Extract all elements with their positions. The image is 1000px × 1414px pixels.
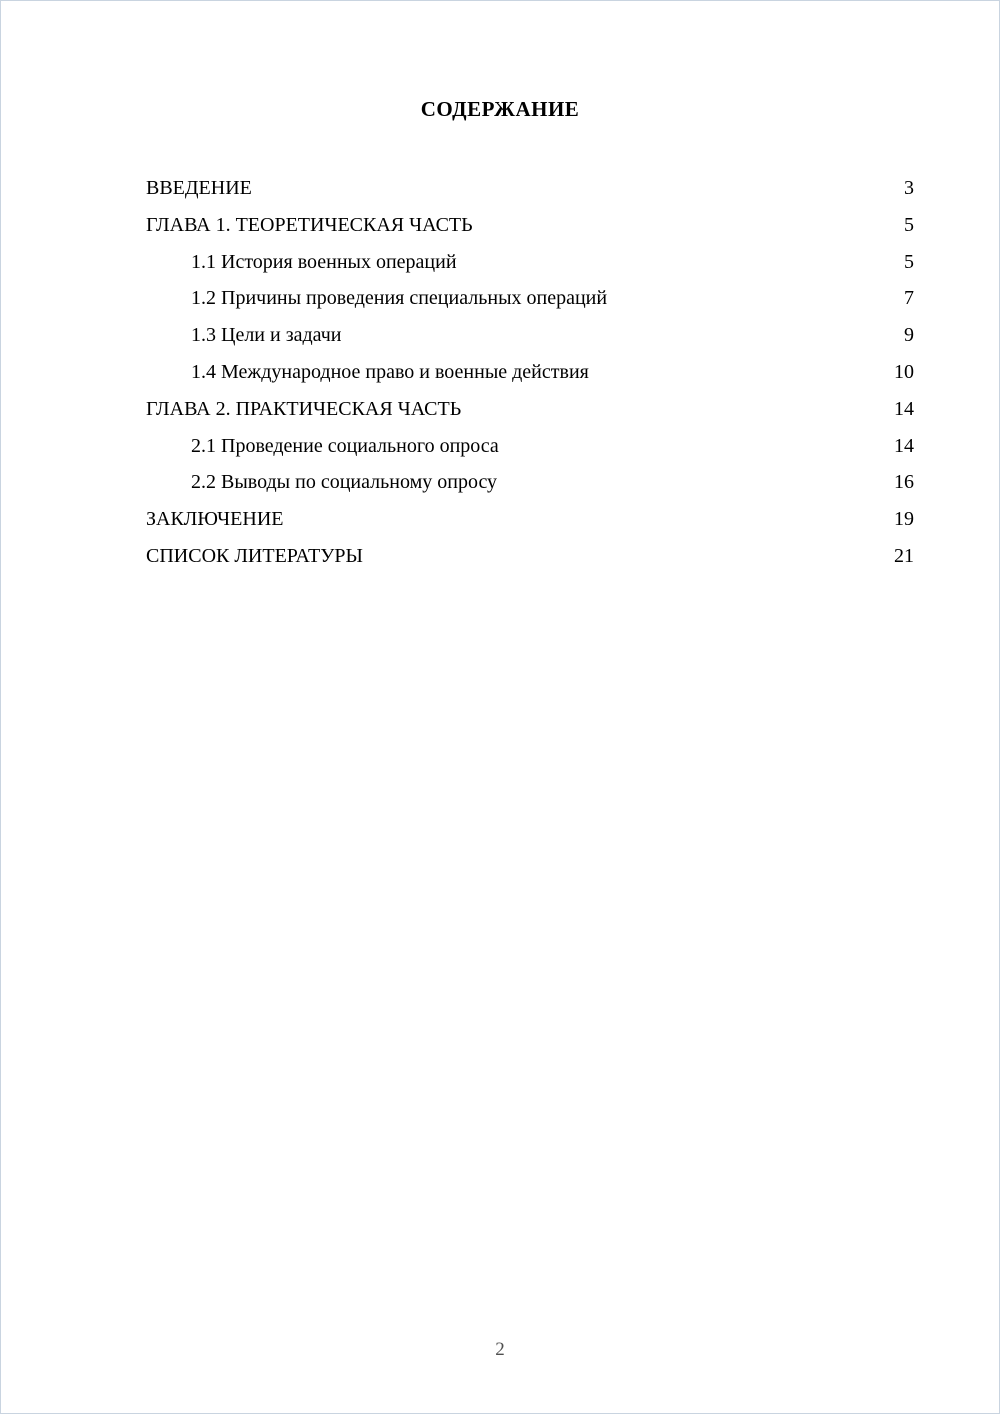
- toc-entry-label: 2.2 Выводы по социальному опросу: [191, 471, 498, 494]
- toc-row: [146, 391, 914, 428]
- toc-entry-page: 16: [894, 471, 914, 494]
- toc-entry-label: 1.2 Причины проведения специальных операций: [191, 287, 608, 310]
- toc-entry-page: 9: [904, 324, 914, 347]
- page-number: 2: [495, 1339, 505, 1360]
- toc-entry-page: 5: [904, 250, 914, 273]
- toc-entry-page: 21: [894, 544, 914, 567]
- toc-entry-label: ВВЕДЕНИЕ: [146, 177, 252, 199]
- toc-entry-page: 7: [904, 287, 914, 310]
- toc-row: [146, 538, 914, 575]
- toc-row: [146, 317, 914, 354]
- toc-row: [146, 464, 914, 501]
- toc-entry-page: 5: [904, 213, 914, 236]
- toc-entry-label: 1.3 Цели и задачи: [191, 324, 342, 347]
- toc-row: [146, 207, 914, 244]
- toc-entry-page: 3: [904, 177, 914, 199]
- toc-entry-page: 14: [894, 434, 914, 457]
- toc-row: [146, 501, 914, 538]
- toc-entry-label: 1.1 История военных операций: [191, 250, 457, 273]
- page-title: СОДЕРЖАНИЕ: [420, 97, 580, 121]
- toc-row: [146, 280, 914, 317]
- toc-row: [146, 170, 914, 207]
- toc-row: [146, 354, 914, 391]
- toc-entry-label: ГЛАВА 2. ПРАКТИЧЕСКАЯ ЧАСТЬ: [146, 397, 462, 420]
- toc-entry-page: 14: [894, 397, 914, 420]
- toc-entry-label: ЗАКЛЮЧЕНИЕ: [146, 508, 284, 531]
- toc-entry-label: ГЛАВА 1. ТЕОРЕТИЧЕСКАЯ ЧАСТЬ: [146, 213, 473, 236]
- toc-row: [146, 244, 914, 281]
- toc-entry-page: 19: [894, 508, 914, 531]
- toc-entry-label: СПИСОК ЛИТЕРАТУРЫ: [146, 544, 363, 567]
- table-of-contents: [146, 170, 914, 575]
- toc-entry-label: 1.4 Международное право и военные действия: [191, 360, 589, 383]
- toc-entry-page: 10: [894, 360, 914, 383]
- toc-entry-label: 2.1 Проведение социального опроса: [191, 434, 499, 457]
- toc-row: [146, 428, 914, 465]
